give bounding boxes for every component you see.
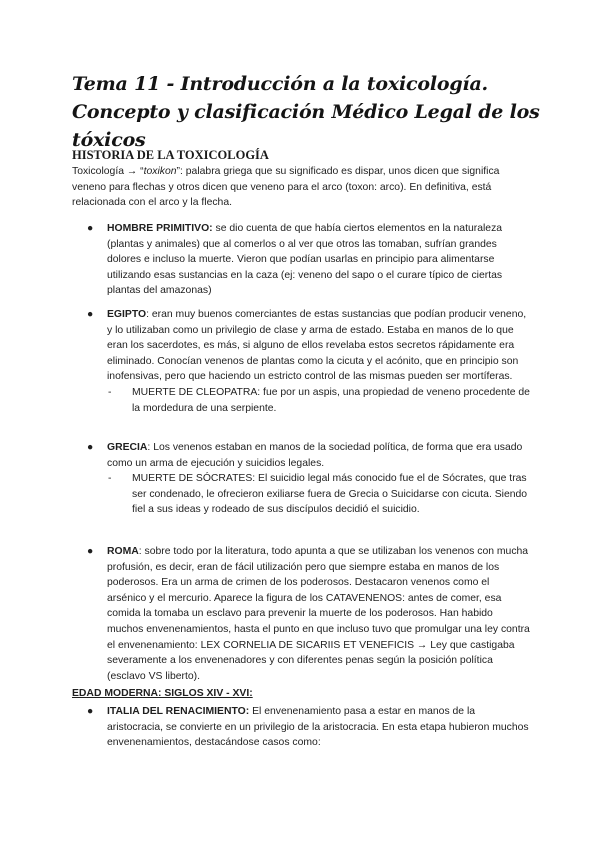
intro-before: Toxicología → “ (72, 166, 144, 177)
list-item-hombre-primitivo (87, 221, 531, 299)
item-text: se dio cuenta de que había ciertos elementos en la naturaleza (plantas y animales) que al comerlos o al ver que otros las tomaban, sufrían grandes dolores e incluso la muerte. Vieron que podían usarlas en principio para alimentarse utilizando esas sustancias en la caza (ej: veneno del sapo o el curare típico de ciertas plantas del amazonas) (107, 223, 503, 297)
modern-heading: EDAD MODERNA: SIGLOS XIV - XVI: (72, 688, 253, 699)
item-text: : Los venenos estaban en manos de la sociedad política, de forma que era usado como un arma de ejecución y suicidios legales. (107, 442, 523, 469)
intro-after: ”: palabra griega que su significado es dispar, unos dicen que significa veneno para flechas y otros dicen que veneno para el arco (toxon: arco). En definitiva, está relacionada con el arco y la flecha. (72, 166, 500, 209)
bullet-icon: ● (87, 706, 94, 717)
page-title: Tema 11 - Introducción a la toxicología. Concepto y clasificación Médico Legal de los tóxicos (72, 73, 540, 151)
item-label: ITALIA DEL RENACIMIENTO: (107, 706, 250, 717)
item-text: : sobre todo por la literatura, todo apunta a que se utilizaban los venenos con mucha profusión, es decir, eran de fácil utilización pero que siempre estaba en manos de los poderosos. Era un arma de crimen de los poderosos. Destacaron venenos como el arsénico y el mercurio. Aparece la figura de los CATAVENENOS: antes de comer, esa comida la tomaba un esclavo para prevenir la muerte de los poderosos. Han habido muchos envenenamientos, hasta el punto en que incluso tuvo que promulgar una ley contra el envenenamiento: LEX CORNELIA DE SICARIIS ET VENEFICIS → Ley que castigaba severamente a los envenenadores y con diferentes penas según la posición política (esclavo VS liberto). (107, 546, 530, 682)
bullet-icon: ● (87, 223, 94, 234)
list-item-roma (87, 544, 531, 684)
intro-paragraph (72, 164, 530, 211)
item-label: ROMA (107, 546, 139, 557)
dash-icon: - (108, 386, 112, 398)
history-heading: HISTORIA DE LA TOXICOLOGÍA (72, 148, 269, 162)
item-text: : eran muy buenos comerciantes de estas sustancias que podían producir veneno, y lo utilizaban como un privilegio de clase y arma de estado. Estaba en manos de lo que eran los sacerdotes, es más, si alguno de ellos revelaba estos secretos rápidamente era eliminado. Conocían venenos de plantas como la cicuta y el acónito, que en principio son inofensivas, pero que haciendo un estricto control de las mismas pueden ser mortíferas. (107, 309, 527, 383)
intro-term: toxikon (143, 166, 177, 177)
sub-item-cleopatra (108, 385, 530, 416)
item-text: El envenenamiento pasa a estar en manos de la aristocracia, se convierte en un privilegio de la aristocracia. En esta etapa hubieron muchos envenenamientos, destacándose casos como: (107, 706, 529, 749)
sub-item-text: MUERTE DE SÓCRATES: El suicidio legal más conocido fue el de Sócrates, que tras ser condenado, le ofrecieron exiliarse fuera de Grecia o Suicidarse con cicuta. Siendo fiel a sus ideas y rodeado de sus discípulos decidió el suicidio. (132, 473, 528, 516)
bullet-icon: ● (87, 546, 94, 557)
item-label: HOMBRE PRIMITIVO: (107, 223, 213, 234)
sub-item-socrates (108, 471, 530, 518)
list-item-grecia (87, 440, 531, 518)
item-label: EGIPTO (107, 309, 147, 320)
bullet-icon: ● (87, 309, 94, 320)
item-label: GRECIA (107, 442, 148, 453)
list-item-italia (87, 704, 531, 751)
sub-item-text: MUERTE DE CLEOPATRA: fue por un aspis, una propiedad de veneno procedente de la mordedura de una serpiente. (132, 386, 530, 414)
bullet-icon: ● (87, 442, 94, 453)
list-item-egipto (87, 307, 531, 416)
dash-icon: - (108, 473, 112, 485)
